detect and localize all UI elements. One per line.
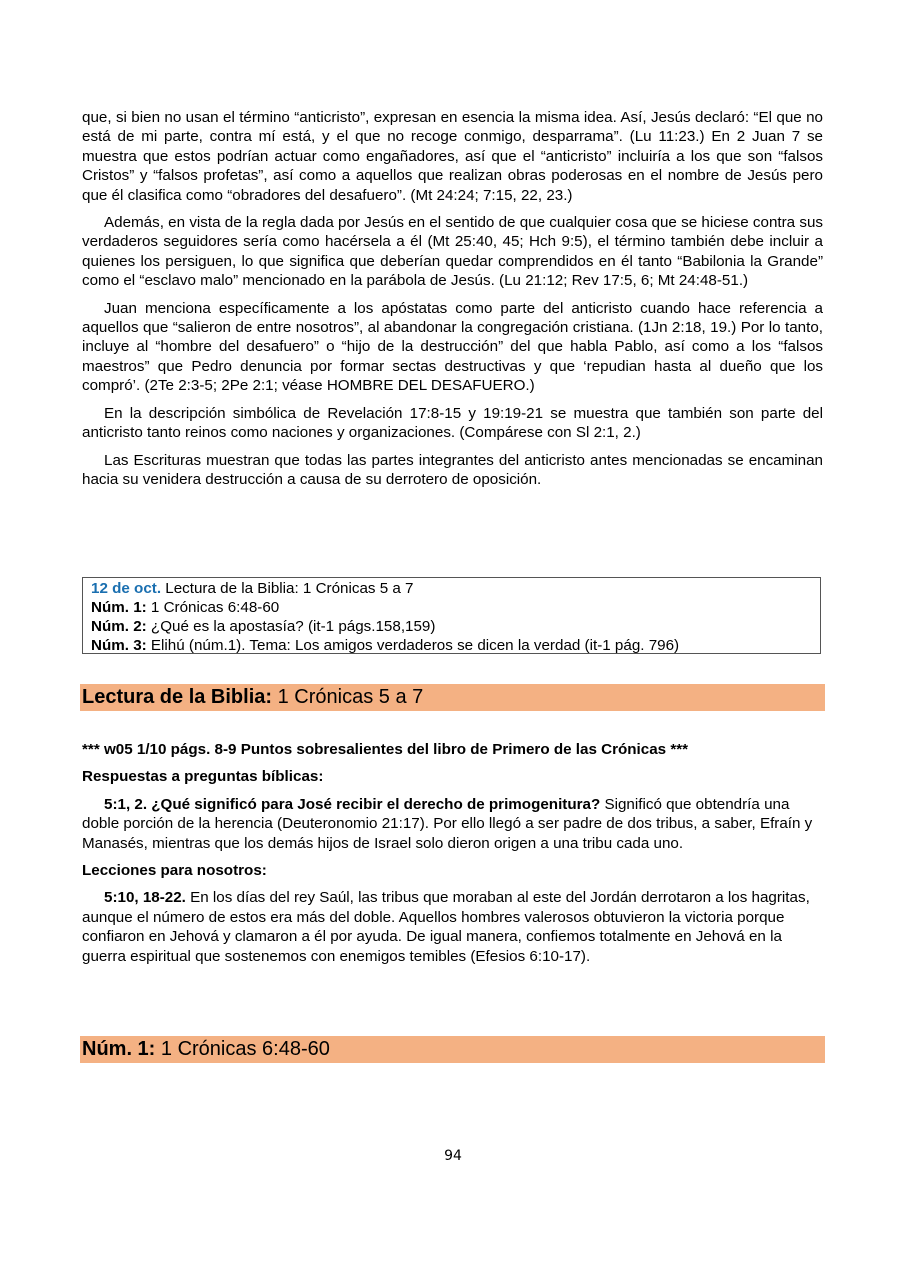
schedule-label: Núm. 3:: [91, 637, 147, 654]
paragraph: Juan menciona específicamente a los apóstatas como parte del anticristo cuando hace referencia a aquellos que “salieron de entre nosotros”, al abandonar la congregación cristiana. (1Jn 2:18, 19.) Por lo tanto, incluye al “hombre del desafuero” o “hijo de la destrucción” del que habla Pablo, así como a los “falsos maestros” que Pedro denuncia por formar sectas destructivas y que ‘repudian hasta al dueño que los compró’. (2Te 2:3-5; 2Pe 2:1; véase HOMBRE DEL DESAFUERO.): [82, 299, 823, 395]
question-text: Significó que obtendría una doble porción de la herencia (Deuteronomio 21:17). Por ello llegó a ser padre de dos tribus, a saber, Efraín y Manasés, mientras que los demás hijos de Israel solo dieron origen a una tribu cada uno.: [82, 795, 813, 852]
schedule-row: [91, 636, 820, 655]
paragraph: que, si bien no usan el término “anticristo”, expresan en esencia la misma idea. Así, Jesús declaró: “El que no está de mi parte, contra mí está, y el que no recoge conmigo, desparrama”. (Lu 11:23.) En 2 Juan 7 se muestra que estos podrían actuar como engañadores, así que el “anticristo” incluiría a los que son “falsos Cristos” y “falsos profetas”, así como a aquellos que realizan obras poderosas en el nombre de Jesús pero que él clasifica como “obradores del desafuero”. (Mt 24:24; 7:15, 22, 23.): [82, 109, 823, 204]
highlights-section: [82, 740, 823, 966]
question-bold: 5:1, 2. ¿Qué significó para José recibir el derecho de primogenitura?: [104, 795, 601, 813]
paragraph: En la descripción simbólica de Revelación 17:8-15 y 19:19-21 se muestra que también son parte del anticristo tanto reinos como naciones y organizaciones. (Compárese con Sl 2:1, 2.): [82, 404, 823, 442]
top-text: [82, 108, 823, 489]
lessons-title: Lecciones para nosotros:: [82, 862, 267, 880]
paragraph: Además, en vista de la regla dada por Jesús en el sentido de que cualquier cosa que se hiciese contra sus verdaderos seguidores sería como hacérsela a él (Mt 25:40, 45; Hch 9:5), el término también debe incluir a quienes los persiguen, lo que significa que deberían quedar comprendidos en él tanto “Babilonia la Grande” como el “esclavo malo” mencionado en la parábola de Jesús. (Lu 21:12; Rev 17:5, 6; Mt 24:48-51.): [82, 214, 823, 290]
heading-text: 1 Crónicas 6:48-60: [155, 1038, 330, 1060]
lesson-bold: 5:10, 18-22.: [104, 889, 186, 907]
schedule-row: [91, 617, 820, 636]
heading-bible-reading: [80, 684, 825, 711]
paragraph: Las Escrituras muestran que todas las partes integrantes del anticristo antes mencionadas se encaminan hacia su venidera destrucción a causa de su derrotero de oposición.: [82, 451, 823, 488]
lesson-text: En los días del rey Saúl, las tribus que moraban al este del Jordán derrotaron a los hagritas, aunque el número de estos era más del doble. Aquellos hombres valerosos obtuvieron la victoria porque confiaron en Jehová y clamaron a él por ayuda. De igual manera, confiemos totalmente en Jehová en la guerra espiritual que sostenemos con enemigos temibles (Efesios 6:10-17).: [82, 889, 810, 965]
heading-num1: [80, 1036, 825, 1063]
question-paragraph: [82, 795, 823, 853]
page-number: 94: [444, 1148, 462, 1164]
schedule-text: Elihú (núm.1). Tema: Los amigos verdaderos se dicen la verdad (it-1 pág. 796): [146, 637, 680, 654]
lesson-paragraph: [82, 888, 823, 966]
schedule-label: Núm. 1:: [91, 599, 147, 616]
heading-bold: Núm. 1:: [82, 1038, 156, 1060]
schedule-row: [91, 598, 820, 617]
schedule-reading: Lectura de la Biblia: 1 Crónicas 5 a 7: [161, 580, 414, 597]
source-title: *** w05 1/10 págs. 8-9 Puntos sobresalientes del libro de Primero de las Crónicas ***: [82, 741, 689, 758]
schedule-box: [82, 577, 821, 654]
schedule-date: 12 de oct.: [91, 580, 162, 597]
schedule-text: 1 Crónicas 6:48-60: [146, 599, 280, 616]
schedule-row: [91, 579, 820, 598]
schedule-text: ¿Qué es la apostasía? (it-1 págs.158,159): [146, 618, 436, 635]
heading-text: 1 Crónicas 5 a 7: [272, 686, 424, 708]
heading-bold: Lectura de la Biblia:: [82, 686, 273, 708]
questions-title: Respuestas a preguntas bíblicas:: [82, 768, 324, 786]
schedule-label: Núm. 2:: [91, 618, 147, 635]
